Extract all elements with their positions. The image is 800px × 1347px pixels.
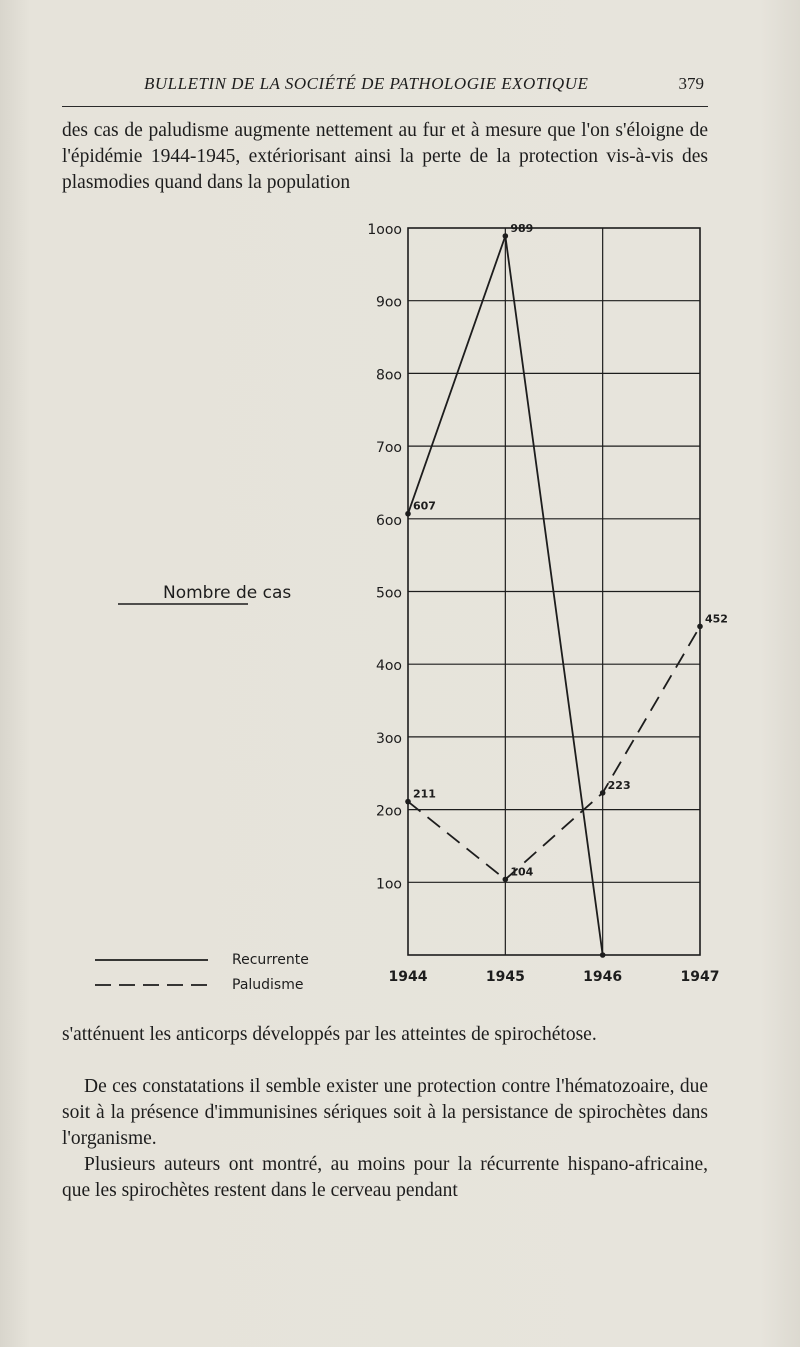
data-point xyxy=(405,511,411,517)
x-tick-label: 1944 xyxy=(388,969,428,985)
y-tick-label: 7oo xyxy=(375,440,402,457)
x-tick-label: 1946 xyxy=(583,969,623,985)
point-label: 104 xyxy=(510,865,534,879)
y-tick-label: 8oo xyxy=(375,367,402,384)
paragraph-4: Plusieurs auteurs ont montré, au moins pour la récurrente hispano-africaine, que les spirochètes restent dans le cerveau pendant xyxy=(62,1154,708,1201)
chart-legend xyxy=(95,952,309,993)
point-label: 607 xyxy=(413,499,436,513)
paragraph-1: des cas de paludisme augmente nettement au fur et à mesure que l'on s'éloigne de l'épidémie 1944-1945, extériorisant ainsi la perte de la protection vis-à-vis des plasmodies quand dans la population xyxy=(62,120,708,193)
point-label: 211 xyxy=(413,787,436,801)
point-labels xyxy=(413,222,728,878)
chart-series xyxy=(405,233,703,958)
y-tick-label: 2oo xyxy=(375,803,402,820)
point-label: 989 xyxy=(510,221,534,235)
y-tick-label: 6oo xyxy=(375,512,402,529)
legend-label: Recurrente xyxy=(232,952,309,968)
data-point xyxy=(503,233,509,239)
y-tick-label: 1oo xyxy=(375,876,402,893)
data-point xyxy=(503,877,509,883)
y-tick-label: 1ooo xyxy=(367,222,402,238)
y-tick-label: 3oo xyxy=(375,730,402,747)
page-number: 379 xyxy=(678,74,704,93)
x-tick-labels xyxy=(389,969,720,985)
point-label: 223 xyxy=(607,778,631,792)
y-axis-label: Nombre de cas xyxy=(163,583,292,603)
data-point xyxy=(405,799,411,805)
data-point xyxy=(600,790,606,796)
paragraph-3: De ces constatations il semble exister une protection contre l'hématozoaire, due soit à la présence d'immunisines sériques soit à la persistance de spirochètes dans l'organisme. xyxy=(62,1076,708,1149)
data-point xyxy=(697,624,703,630)
y-tick-label: 5oo xyxy=(375,585,402,602)
x-tick-label: 1947 xyxy=(680,969,720,985)
y-tick-labels xyxy=(367,222,402,892)
journal-title: BULLETIN DE LA SOCIÉTÉ DE PATHOLOGIE EXOTIQUE xyxy=(144,74,589,93)
x-tick-label: 1945 xyxy=(485,969,525,985)
point-label: 452 xyxy=(705,612,728,626)
data-point xyxy=(600,952,606,958)
legend-label: Paludisme xyxy=(232,977,304,993)
paragraph-2: s'atténuent les anticorps développés par les atteintes de spirochétose. xyxy=(62,1024,597,1045)
y-tick-label: 9oo xyxy=(375,294,402,311)
y-tick-label: 4oo xyxy=(375,658,402,675)
